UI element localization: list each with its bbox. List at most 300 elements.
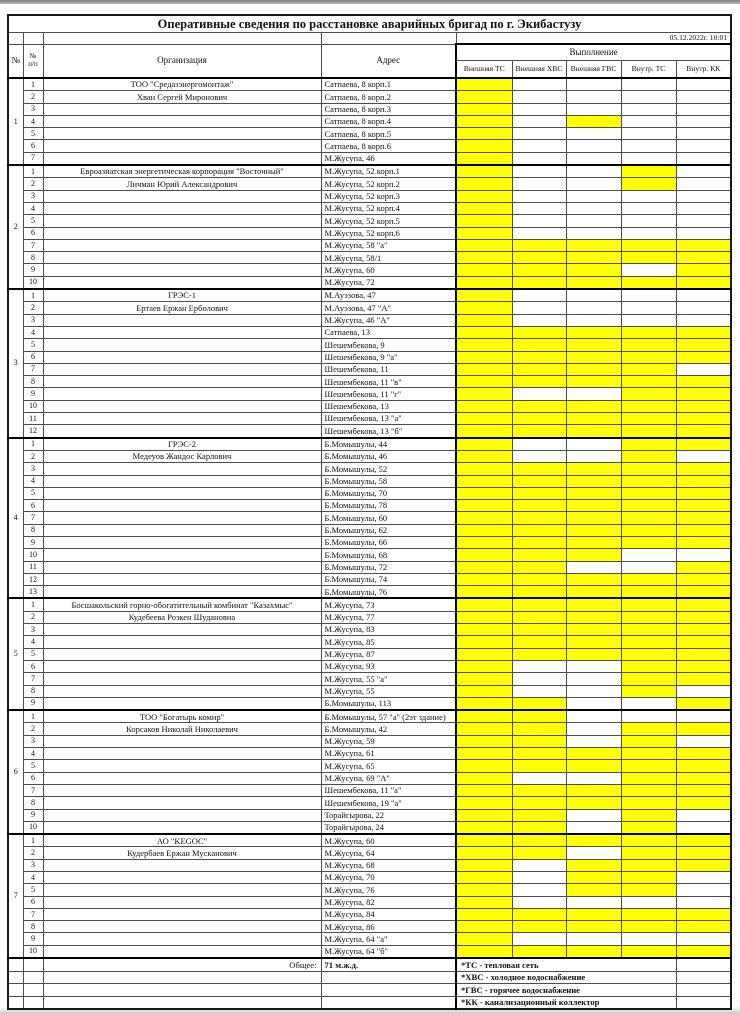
organization-cell xyxy=(43,140,321,152)
address-cell: М.Жусупа, 52 корп.5 xyxy=(321,215,456,227)
exec-cell xyxy=(676,809,731,821)
exec-cell-highlighted xyxy=(621,673,676,685)
exec-cell xyxy=(566,450,621,462)
exec-cell-highlighted xyxy=(456,673,512,685)
table-row xyxy=(8,363,731,375)
exec-cell-highlighted xyxy=(456,425,512,438)
exec-cell-highlighted xyxy=(566,487,621,499)
exec-cell xyxy=(621,140,676,152)
table-row xyxy=(8,636,731,648)
organization-cell xyxy=(43,821,321,834)
table-row xyxy=(8,115,731,127)
table-row xyxy=(8,697,731,710)
exec-cell xyxy=(566,685,621,697)
exec-cell-highlighted xyxy=(676,611,731,623)
exec-cell-highlighted xyxy=(456,945,512,958)
organization-cell xyxy=(43,809,321,821)
exec-cell-highlighted xyxy=(456,227,512,239)
address-cell: М.Жусупа, 73 xyxy=(321,598,456,611)
exec-cell xyxy=(621,561,676,573)
organization-cell xyxy=(43,413,321,425)
exec-cell-highlighted xyxy=(512,524,566,536)
exec-cell-highlighted xyxy=(676,239,731,251)
row-seq-number: 9 xyxy=(23,264,43,276)
address-cell: Б.Момышулы, 68 xyxy=(321,549,456,561)
row-seq-number: 1 xyxy=(23,165,43,178)
exec-cell-highlighted xyxy=(566,512,621,524)
exec-cell-highlighted xyxy=(456,264,512,276)
exec-cell xyxy=(621,103,676,115)
organization-cell: Евроазиатская энергетическая корпорация "Восточный" xyxy=(43,165,321,178)
organization-cell xyxy=(43,896,321,908)
exec-cell-highlighted xyxy=(621,165,676,178)
address-cell: Шешембекова, 13 xyxy=(321,400,456,412)
row-seq-number: 7 xyxy=(23,152,43,165)
row-seq-number: 2 xyxy=(23,847,43,859)
address-cell: Б.Момышулы, 44 xyxy=(321,438,456,451)
table-row xyxy=(8,921,731,933)
organization-cell xyxy=(43,624,321,636)
group-number: 1 xyxy=(8,78,23,165)
exec-cell-highlighted xyxy=(456,561,512,573)
exec-cell-highlighted xyxy=(566,797,621,809)
table-row xyxy=(8,91,731,103)
exec-cell-highlighted xyxy=(566,872,621,884)
exec-cell xyxy=(566,103,621,115)
address-cell: М.Жусупа, 58 "а" xyxy=(321,239,456,251)
address-cell: Шешембекова, 9 "а" xyxy=(321,351,456,363)
table-row xyxy=(8,834,731,847)
organization-cell xyxy=(43,685,321,697)
table-row xyxy=(8,500,731,512)
exec-cell-highlighted xyxy=(566,908,621,920)
table-row xyxy=(8,933,731,945)
row-seq-number: 2 xyxy=(23,302,43,314)
row-seq-number: 4 xyxy=(23,202,43,214)
table-row xyxy=(8,302,731,314)
legend-ts: *ТС - тепловая сеть xyxy=(456,958,676,971)
exec-cell-highlighted xyxy=(456,215,512,227)
address-cell: М.Жусупа, 64 "а" xyxy=(321,933,456,945)
exec-cell-highlighted xyxy=(456,772,512,784)
table-row xyxy=(8,536,731,548)
exec-cell-highlighted xyxy=(456,636,512,648)
exec-cell-highlighted xyxy=(456,302,512,314)
table-row xyxy=(8,784,731,796)
table-row xyxy=(8,524,731,536)
exec-cell-highlighted xyxy=(456,723,512,735)
row-seq-number: 2 xyxy=(23,178,43,190)
table-row xyxy=(8,735,731,747)
exec-cell-highlighted xyxy=(566,573,621,585)
exec-cell-highlighted xyxy=(456,611,512,623)
address-cell: М.Жусупа, 85 xyxy=(321,636,456,648)
exec-cell-highlighted xyxy=(456,500,512,512)
group-number: 3 xyxy=(8,289,23,438)
exec-cell xyxy=(566,178,621,190)
exec-cell-highlighted xyxy=(676,524,731,536)
exec-cell-highlighted xyxy=(676,648,731,660)
exec-cell-highlighted xyxy=(621,400,676,412)
row-seq-number: 8 xyxy=(23,376,43,388)
exec-cell-highlighted xyxy=(456,252,512,264)
exec-cell-highlighted xyxy=(512,536,566,548)
exec-cell xyxy=(566,933,621,945)
exec-cell-highlighted xyxy=(456,586,512,599)
row-seq-number: 12 xyxy=(23,425,43,438)
row-seq-number: 2 xyxy=(23,723,43,735)
row-seq-number: 1 xyxy=(23,438,43,451)
table-row xyxy=(8,945,731,958)
exec-cell xyxy=(621,302,676,314)
exec-cell xyxy=(512,190,566,202)
table-row xyxy=(8,748,731,760)
exec-cell-highlighted xyxy=(566,945,621,958)
exec-cell-highlighted xyxy=(566,549,621,561)
address-cell: М.Жусупа, 46 "А" xyxy=(321,314,456,326)
table-row xyxy=(8,152,731,165)
organization-cell xyxy=(43,760,321,772)
address-cell: М.Жусупа, 65 xyxy=(321,760,456,772)
exec-cell-highlighted xyxy=(676,697,731,710)
row-seq-number: 4 xyxy=(23,475,43,487)
exec-cell-highlighted xyxy=(621,276,676,289)
exec-cell xyxy=(566,821,621,834)
row-seq-number: 9 xyxy=(23,388,43,400)
exec-cell xyxy=(512,289,566,302)
address-cell: М.Жусупа, 87 xyxy=(321,648,456,660)
exec-cell-highlighted xyxy=(456,450,512,462)
col-header-external-hvs: Внешняя ХВС xyxy=(512,61,566,79)
exec-cell-highlighted xyxy=(566,586,621,599)
col-header-group-number: № xyxy=(8,44,23,78)
exec-cell xyxy=(566,152,621,165)
table-row xyxy=(8,573,731,585)
exec-cell xyxy=(676,103,731,115)
exec-cell xyxy=(621,128,676,140)
exec-cell-highlighted xyxy=(621,772,676,784)
exec-cell-highlighted xyxy=(621,351,676,363)
exec-cell xyxy=(512,859,566,871)
exec-cell-highlighted xyxy=(676,748,731,760)
address-cell: Шешембекова, 11 "а" xyxy=(321,784,456,796)
exec-cell xyxy=(512,896,566,908)
table-row xyxy=(8,512,731,524)
exec-cell-highlighted xyxy=(512,735,566,747)
organization-cell xyxy=(43,673,321,685)
table-row xyxy=(8,252,731,264)
exec-cell-highlighted xyxy=(566,859,621,871)
organization-cell xyxy=(43,314,321,326)
exec-cell xyxy=(512,388,566,400)
exec-cell-highlighted xyxy=(512,784,566,796)
exec-cell-highlighted xyxy=(456,339,512,351)
row-seq-number: 9 xyxy=(23,697,43,710)
exec-cell xyxy=(621,91,676,103)
exec-cell-highlighted xyxy=(512,276,566,289)
exec-cell-highlighted xyxy=(676,673,731,685)
exec-cell-highlighted xyxy=(621,735,676,747)
exec-cell xyxy=(621,115,676,127)
exec-cell-highlighted xyxy=(456,598,512,611)
exec-cell-highlighted xyxy=(512,834,566,847)
exec-cell-highlighted xyxy=(456,190,512,202)
exec-cell-highlighted xyxy=(676,624,731,636)
exec-cell-highlighted xyxy=(456,239,512,251)
address-cell: М.Жусупа, 52 корп.4 xyxy=(321,202,456,214)
organization-cell xyxy=(43,884,321,896)
exec-cell-highlighted xyxy=(456,933,512,945)
exec-cell xyxy=(676,549,731,561)
row-seq-number: 7 xyxy=(23,908,43,920)
row-seq-number: 10 xyxy=(23,549,43,561)
group-number: 2 xyxy=(8,165,23,289)
address-cell: М.Жусупа, 82 xyxy=(321,896,456,908)
exec-cell-highlighted xyxy=(456,140,512,152)
exec-cell-highlighted xyxy=(621,363,676,375)
exec-cell-highlighted xyxy=(456,165,512,178)
organization-cell xyxy=(43,660,321,672)
exec-cell-highlighted xyxy=(512,400,566,412)
exec-cell-highlighted xyxy=(621,425,676,438)
organization-cell xyxy=(43,215,321,227)
organization-cell xyxy=(43,363,321,375)
exec-cell-highlighted xyxy=(456,524,512,536)
row-seq-number: 3 xyxy=(23,735,43,747)
row-seq-number: 1 xyxy=(23,78,43,91)
exec-cell-highlighted xyxy=(456,376,512,388)
exec-cell-highlighted xyxy=(512,908,566,920)
exec-cell-highlighted xyxy=(621,636,676,648)
organization-cell xyxy=(43,264,321,276)
address-cell: М.Жусупа, 60 xyxy=(321,834,456,847)
exec-cell-highlighted xyxy=(456,859,512,871)
address-cell: М.Жусупа, 68 xyxy=(321,859,456,871)
group-number: 5 xyxy=(8,598,23,710)
col-header-organization: Организация xyxy=(43,44,321,78)
row-seq-number: 5 xyxy=(23,339,43,351)
exec-cell-highlighted xyxy=(676,425,731,438)
scan-artifact-top xyxy=(0,0,740,4)
table-row xyxy=(8,586,731,599)
total-row xyxy=(8,958,731,971)
table-row xyxy=(8,413,731,425)
legend-row xyxy=(8,996,731,1009)
organization-cell xyxy=(43,536,321,548)
row-seq-number: 8 xyxy=(23,921,43,933)
exec-cell xyxy=(676,363,731,375)
organization-cell xyxy=(43,697,321,710)
exec-cell xyxy=(566,91,621,103)
row-seq-number: 7 xyxy=(23,363,43,375)
table-row xyxy=(8,624,731,636)
exec-cell-highlighted xyxy=(512,475,566,487)
address-cell: Сатпаева, 8 корп.1 xyxy=(321,78,456,91)
total-label: Общее: xyxy=(43,958,321,971)
exec-cell-highlighted xyxy=(456,78,512,91)
exec-cell-highlighted xyxy=(456,648,512,660)
row-seq-number: 8 xyxy=(23,797,43,809)
exec-cell xyxy=(566,723,621,735)
organization-cell: Кудебеева Розкен Шудановна xyxy=(43,611,321,623)
exec-cell-highlighted xyxy=(456,685,512,697)
organization-cell xyxy=(43,400,321,412)
table-row xyxy=(8,598,731,611)
exec-cell-highlighted xyxy=(621,178,676,190)
row-seq-number: 5 xyxy=(23,128,43,140)
exec-cell xyxy=(566,165,621,178)
exec-cell xyxy=(676,190,731,202)
table-row xyxy=(8,723,731,735)
exec-cell-highlighted xyxy=(566,339,621,351)
exec-cell-highlighted xyxy=(676,561,731,573)
exec-cell-highlighted xyxy=(676,586,731,599)
table-row xyxy=(8,178,731,190)
exec-cell-highlighted xyxy=(676,475,731,487)
exec-cell-highlighted xyxy=(676,921,731,933)
exec-cell xyxy=(566,697,621,710)
row-seq-number: 12 xyxy=(23,573,43,585)
exec-cell xyxy=(512,227,566,239)
table-row xyxy=(8,611,731,623)
row-seq-number: 8 xyxy=(23,252,43,264)
address-cell: Шешембекова, 19 "а" xyxy=(321,797,456,809)
row-seq-number: 6 xyxy=(23,772,43,784)
exec-cell xyxy=(566,302,621,314)
exec-cell xyxy=(566,388,621,400)
exec-cell-highlighted xyxy=(566,425,621,438)
exec-cell-highlighted xyxy=(566,115,621,127)
organization-cell xyxy=(43,872,321,884)
legend-gvs: *ГВС - горячее водоснабжение xyxy=(456,984,676,997)
exec-cell-highlighted xyxy=(621,921,676,933)
exec-cell-highlighted xyxy=(621,475,676,487)
address-cell: Шешембекова, 9 xyxy=(321,339,456,351)
exec-cell xyxy=(676,872,731,884)
exec-cell-highlighted xyxy=(621,239,676,251)
table-row xyxy=(8,140,731,152)
exec-cell-highlighted xyxy=(676,723,731,735)
exec-cell-highlighted xyxy=(566,598,621,611)
exec-cell-highlighted xyxy=(621,945,676,958)
organization-cell: ТОО "Богатырь комир" xyxy=(43,710,321,723)
row-seq-number: 9 xyxy=(23,536,43,548)
exec-cell-highlighted xyxy=(621,847,676,859)
address-cell: М.Жусупа, 59 xyxy=(321,735,456,747)
exec-cell-highlighted xyxy=(566,475,621,487)
exec-cell-highlighted xyxy=(566,536,621,548)
row-seq-number: 1 xyxy=(23,710,43,723)
exec-cell-highlighted xyxy=(512,821,566,834)
row-seq-number: 6 xyxy=(23,227,43,239)
exec-cell xyxy=(512,872,566,884)
col-header-seq-number: № п/п xyxy=(23,44,43,78)
exec-cell xyxy=(621,78,676,91)
table-row xyxy=(8,760,731,772)
row-seq-number: 8 xyxy=(23,524,43,536)
address-cell: М.Жусупа, 64 xyxy=(321,847,456,859)
address-cell: М.Жусупа, 70 xyxy=(321,872,456,884)
exec-cell-highlighted xyxy=(456,413,512,425)
exec-cell xyxy=(621,314,676,326)
table-row xyxy=(8,896,731,908)
organization-cell xyxy=(43,636,321,648)
organization-cell xyxy=(43,115,321,127)
organization-cell: Хван Сергей Миронович xyxy=(43,91,321,103)
exec-cell xyxy=(621,896,676,908)
exec-cell-highlighted xyxy=(512,586,566,599)
address-cell: М.Ауэзова, 47 xyxy=(321,289,456,302)
exec-cell xyxy=(621,264,676,276)
organization-cell xyxy=(43,487,321,499)
row-seq-number: 3 xyxy=(23,314,43,326)
exec-cell-highlighted xyxy=(566,748,621,760)
address-cell: Б.Момышулы, 72 xyxy=(321,561,456,573)
exec-cell xyxy=(621,152,676,165)
exec-cell xyxy=(676,152,731,165)
exec-cell-highlighted xyxy=(512,487,566,499)
exec-cell-highlighted xyxy=(676,760,731,772)
exec-cell-highlighted xyxy=(621,438,676,451)
exec-cell-highlighted xyxy=(621,598,676,611)
table-row xyxy=(8,351,731,363)
brigades-table xyxy=(7,14,732,1010)
address-cell: М.Жусупа, 46 xyxy=(321,152,456,165)
table-row xyxy=(8,561,731,573)
table-body xyxy=(8,78,731,958)
table-row xyxy=(8,648,731,660)
exec-cell-highlighted xyxy=(621,536,676,548)
organization-cell xyxy=(43,475,321,487)
table-row xyxy=(8,215,731,227)
exec-cell xyxy=(676,178,731,190)
exec-cell-highlighted xyxy=(566,648,621,660)
table-row xyxy=(8,908,731,920)
exec-cell xyxy=(512,933,566,945)
exec-cell xyxy=(676,735,731,747)
exec-cell xyxy=(676,933,731,945)
exec-cell-highlighted xyxy=(566,760,621,772)
table-row xyxy=(8,376,731,388)
exec-cell xyxy=(566,227,621,239)
exec-cell-highlighted xyxy=(566,500,621,512)
exec-cell xyxy=(621,933,676,945)
table-row xyxy=(8,165,731,178)
col-header-address: Адрес xyxy=(321,44,456,78)
row-seq-number: 4 xyxy=(23,872,43,884)
exec-cell-highlighted xyxy=(512,500,566,512)
exec-cell-highlighted xyxy=(621,611,676,623)
row-seq-number: 1 xyxy=(23,598,43,611)
organization-cell xyxy=(43,425,321,438)
table-row xyxy=(8,314,731,326)
exec-cell xyxy=(512,302,566,314)
table-row xyxy=(8,685,731,697)
exec-cell-highlighted xyxy=(676,636,731,648)
organization-cell xyxy=(43,908,321,920)
organization-cell xyxy=(43,103,321,115)
exec-cell xyxy=(621,215,676,227)
exec-cell xyxy=(676,227,731,239)
organization-cell xyxy=(43,735,321,747)
row-seq-number: 10 xyxy=(23,276,43,289)
exec-cell xyxy=(512,450,566,462)
organization-cell xyxy=(43,500,321,512)
address-cell: М.Жусупа, 83 xyxy=(321,624,456,636)
exec-cell-highlighted xyxy=(456,289,512,302)
table-row xyxy=(8,239,731,251)
exec-cell-highlighted xyxy=(676,797,731,809)
